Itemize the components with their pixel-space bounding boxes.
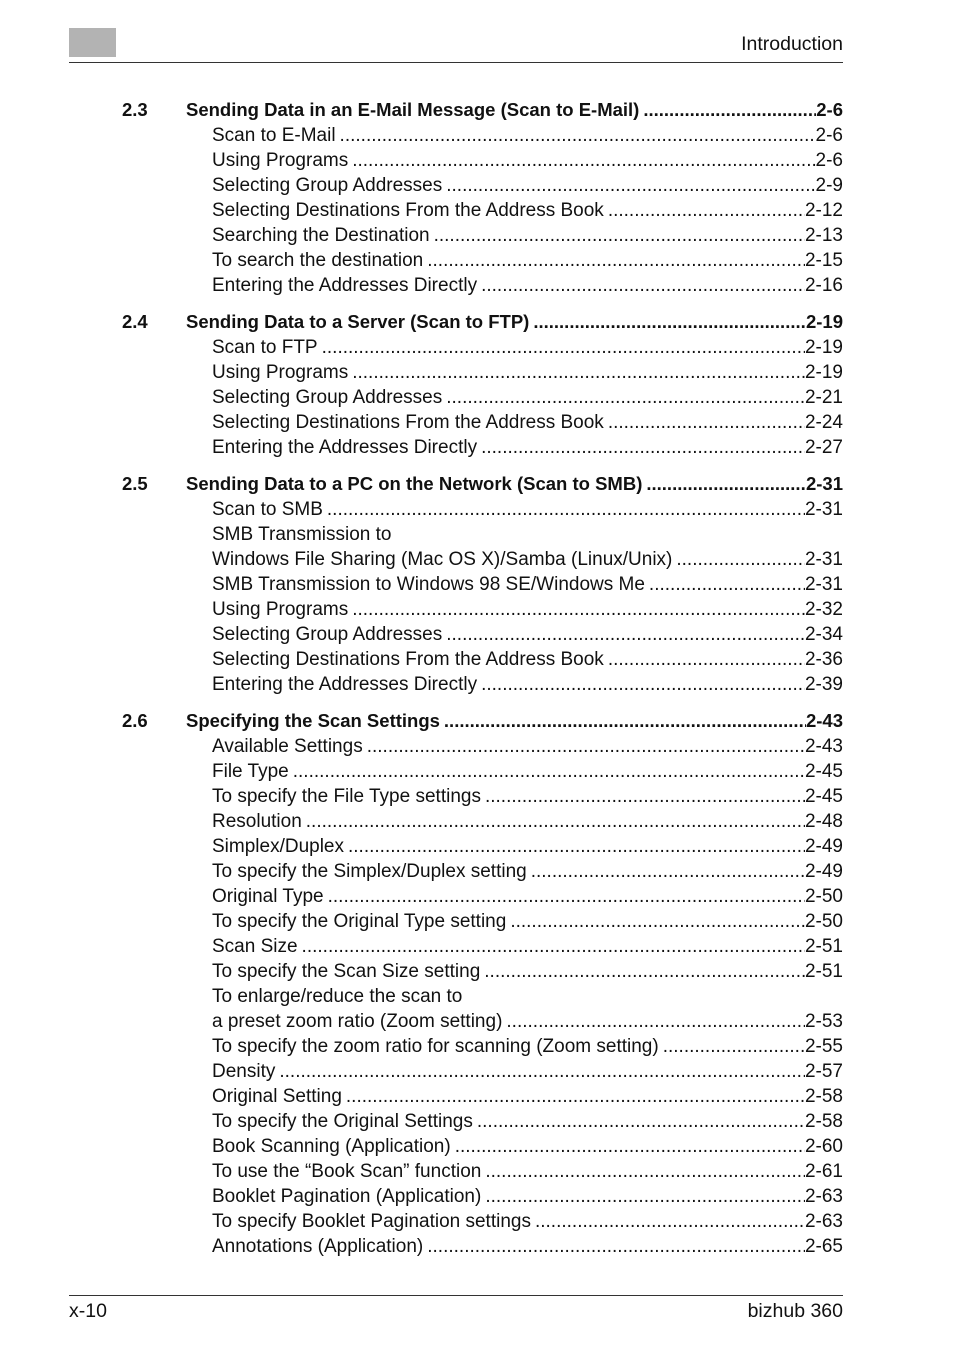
dot-leader	[328, 884, 805, 909]
dot-leader	[427, 1234, 805, 1259]
toc-entry[interactable]	[212, 273, 843, 298]
entry-title: Scan Size	[212, 936, 298, 957]
toc-entry[interactable]	[212, 1109, 843, 1134]
entry-title: To specify the Simplex/Duplex setting	[212, 861, 527, 882]
entry-title: Using Programs	[212, 599, 349, 620]
entry-title: Using Programs	[212, 362, 349, 383]
toc-entry[interactable]	[212, 572, 843, 597]
toc-entry[interactable]	[212, 248, 843, 273]
entry-title: Scan to FTP	[212, 337, 318, 358]
dot-leader	[481, 672, 805, 697]
entry-title: Selecting Group Addresses	[212, 624, 443, 645]
entry-title: Available Settings	[212, 736, 363, 757]
entry-page-ref: 2-55	[804, 1036, 843, 1057]
section-page-ref: 2-19	[805, 311, 843, 332]
entry-title: Selecting Group Addresses	[212, 387, 443, 408]
entry-page-ref: 2-6	[815, 125, 843, 146]
dot-leader	[485, 1159, 805, 1184]
toc-entry[interactable]	[212, 148, 843, 173]
toc-entry[interactable]	[212, 909, 843, 934]
section-page-ref: 2-43	[805, 710, 843, 731]
dot-leader	[434, 223, 805, 248]
section-title-line	[186, 96, 843, 123]
section-title: Specifying the Scan Settings	[186, 710, 440, 731]
dot-leader	[306, 809, 805, 834]
dot-leader	[646, 470, 806, 497]
dot-leader	[367, 734, 805, 759]
section-number: 2.5	[122, 473, 148, 494]
entry-title: Entering the Addresses Directly	[212, 674, 478, 695]
toc-entry[interactable]	[212, 1159, 843, 1184]
toc-entry[interactable]	[212, 597, 843, 622]
dot-leader	[510, 909, 805, 934]
section-title-line	[186, 470, 843, 497]
entry-page-ref: 2-31	[804, 549, 843, 570]
dot-leader	[676, 547, 805, 572]
dot-leader	[643, 96, 816, 123]
entry-page-ref: 2-27	[804, 437, 843, 458]
header-divider	[69, 62, 843, 63]
entry-page-ref: 2-61	[804, 1161, 843, 1182]
entry-page-ref: 2-50	[804, 911, 843, 932]
dot-leader	[302, 934, 805, 959]
page-number: x-10	[69, 1300, 107, 1322]
section-page-ref: 2-6	[816, 99, 843, 120]
entry-title: a preset zoom ratio (Zoom setting)	[212, 1011, 503, 1032]
dot-leader	[279, 1059, 805, 1084]
entry-page-ref: 2-24	[804, 412, 843, 433]
toc-entry[interactable]	[212, 497, 843, 522]
toc-entry[interactable]	[212, 1034, 843, 1059]
dot-leader	[352, 597, 805, 622]
toc-entry[interactable]	[212, 647, 843, 672]
entry-page-ref: 2-13	[804, 225, 843, 246]
dot-leader	[481, 435, 805, 460]
entry-title: Selecting Destinations From the Address Book	[212, 649, 604, 670]
entry-title: Book Scanning (Application)	[212, 1136, 451, 1157]
toc-entry-list	[212, 734, 843, 1259]
entry-title: To search the destination	[212, 250, 424, 271]
entry-page-ref: 2-49	[804, 861, 843, 882]
entry-page-ref: 2-51	[804, 936, 843, 957]
dot-leader	[608, 198, 805, 223]
entry-title: Entering the Addresses Directly	[212, 437, 478, 458]
dot-leader	[649, 572, 805, 597]
dot-leader	[477, 1109, 805, 1134]
dot-leader	[427, 248, 805, 273]
dot-leader	[485, 784, 805, 809]
dot-leader	[446, 173, 815, 198]
toc-entry[interactable]	[212, 410, 843, 435]
entry-page-ref: 2-19	[804, 337, 843, 358]
entry-page-ref: 2-45	[804, 761, 843, 782]
entry-page-ref: 2-57	[804, 1061, 843, 1082]
toc-section	[122, 96, 843, 298]
toc-entry[interactable]	[212, 385, 843, 410]
toc-entry-first-line: To enlarge/reduce the scan to	[212, 986, 463, 1007]
toc-section	[122, 308, 843, 460]
toc-entry[interactable]	[212, 784, 843, 809]
toc-entry[interactable]	[212, 335, 843, 360]
entry-title: Scan to E-Mail	[212, 125, 336, 146]
entry-title: Selecting Destinations From the Address Book	[212, 412, 604, 433]
dot-leader	[535, 1209, 805, 1234]
entry-page-ref: 2-21	[804, 387, 843, 408]
toc-entry[interactable]	[212, 1134, 843, 1159]
entry-title: To specify the Original Type setting	[212, 911, 507, 932]
entry-page-ref: 2-16	[804, 275, 843, 296]
entry-title: To specify the Original Settings	[212, 1111, 473, 1132]
entry-title: To specify the File Type settings	[212, 786, 481, 807]
dot-leader	[533, 308, 806, 335]
dot-leader	[327, 497, 805, 522]
toc-entry[interactable]	[212, 198, 843, 223]
dot-leader	[608, 410, 805, 435]
section-title: Sending Data to a PC on the Network (Scan to SMB)	[186, 473, 643, 494]
entry-page-ref: 2-34	[804, 624, 843, 645]
toc-entry[interactable]	[212, 934, 843, 959]
dot-leader	[481, 273, 805, 298]
entry-page-ref: 2-58	[804, 1111, 843, 1132]
toc-entry[interactable]	[212, 884, 843, 909]
toc-section-heading[interactable]	[122, 96, 843, 123]
dot-leader	[348, 834, 805, 859]
toc-entry[interactable]	[212, 547, 843, 572]
entry-title: Resolution	[212, 811, 302, 832]
entry-page-ref: 2-31	[804, 499, 843, 520]
entry-page-ref: 2-58	[804, 1086, 843, 1107]
running-header-title: Introduction	[741, 33, 843, 55]
entry-page-ref: 2-48	[804, 811, 843, 832]
entry-title: To specify Booklet Pagination settings	[212, 1211, 531, 1232]
dot-leader	[608, 647, 805, 672]
entry-title: Original Setting	[212, 1086, 342, 1107]
entry-title: Entering the Addresses Directly	[212, 275, 478, 296]
entry-page-ref: 2-63	[804, 1211, 843, 1232]
entry-page-ref: 2-50	[804, 886, 843, 907]
toc-entry-first-line: SMB Transmission to	[212, 524, 392, 545]
dot-leader	[506, 1009, 805, 1034]
entry-page-ref: 2-19	[804, 362, 843, 383]
entry-page-ref: 2-36	[804, 649, 843, 670]
toc-entry[interactable]	[212, 1184, 843, 1209]
section-number: 2.3	[122, 99, 148, 120]
toc-section-heading[interactable]	[122, 470, 843, 497]
toc-entry[interactable]	[212, 672, 843, 697]
toc-entry[interactable]	[212, 1009, 843, 1034]
dot-leader	[446, 622, 805, 647]
dot-leader	[340, 123, 816, 148]
toc-entry[interactable]	[212, 435, 843, 460]
toc-section	[122, 470, 843, 697]
entry-title: Searching the Destination	[212, 225, 430, 246]
dot-leader	[322, 335, 805, 360]
dot-leader	[531, 859, 805, 884]
section-title: Sending Data in an E-Mail Message (Scan to E-Mail)	[186, 99, 640, 120]
entry-page-ref: 2-39	[804, 674, 843, 695]
toc-entry[interactable]	[212, 1234, 843, 1259]
section-title: Sending Data to a Server (Scan to FTP)	[186, 311, 530, 332]
entry-title: Using Programs	[212, 150, 349, 171]
toc-entry[interactable]	[212, 360, 843, 385]
toc-entry[interactable]	[212, 223, 843, 248]
entry-page-ref: 2-9	[815, 175, 843, 196]
toc-entry[interactable]	[212, 622, 843, 647]
toc-entry[interactable]	[212, 123, 843, 148]
entry-title: Annotations (Application)	[212, 1236, 424, 1257]
entry-title: To specify the zoom ratio for scanning (Zoom setting)	[212, 1036, 659, 1057]
section-title-line	[186, 707, 843, 734]
toc-entry[interactable]	[212, 859, 843, 884]
entry-title: To use the “Book Scan” function	[212, 1161, 482, 1182]
entry-page-ref: 2-60	[804, 1136, 843, 1157]
footer-divider	[69, 1295, 843, 1296]
entry-title: SMB Transmission to Windows 98 SE/Windows Me	[212, 574, 645, 595]
dot-leader	[446, 385, 805, 410]
section-number: 2.4	[122, 311, 148, 332]
entry-title: File Type	[212, 761, 289, 782]
section-number: 2.6	[122, 710, 148, 731]
entry-page-ref: 2-63	[804, 1186, 843, 1207]
dot-leader	[663, 1034, 805, 1059]
entry-page-ref: 2-49	[804, 836, 843, 857]
toc-entry-list	[212, 497, 843, 697]
entry-title: Density	[212, 1061, 276, 1082]
entry-page-ref: 2-31	[804, 574, 843, 595]
entry-page-ref: 2-6	[815, 150, 843, 171]
toc-section-heading[interactable]	[122, 707, 843, 734]
toc-entry[interactable]	[212, 959, 843, 984]
toc-entry-list	[212, 123, 843, 298]
entry-page-ref: 2-45	[804, 786, 843, 807]
dot-leader	[485, 1184, 805, 1209]
dot-leader	[455, 1134, 805, 1159]
entry-page-ref: 2-15	[804, 250, 843, 271]
entry-title: Simplex/Duplex	[212, 836, 344, 857]
entry-page-ref: 2-53	[804, 1011, 843, 1032]
entry-title: Original Type	[212, 886, 324, 907]
toc-entry[interactable]	[212, 734, 843, 759]
section-page-ref: 2-31	[805, 473, 843, 494]
table-of-contents	[122, 96, 843, 1269]
toc-section-heading[interactable]	[122, 308, 843, 335]
entry-title: To specify the Scan Size setting	[212, 961, 481, 982]
dot-leader	[352, 360, 805, 385]
dot-leader	[352, 148, 815, 173]
entry-page-ref: 2-43	[804, 736, 843, 757]
entry-page-ref: 2-51	[804, 961, 843, 982]
toc-entry[interactable]	[212, 759, 843, 784]
entry-title: Windows File Sharing (Mac OS X)/Samba (Linux/Unix)	[212, 549, 673, 570]
toc-entry[interactable]	[212, 809, 843, 834]
toc-entry-list	[212, 335, 843, 460]
dot-leader	[444, 707, 806, 734]
entry-title: Selecting Destinations From the Address Book	[212, 200, 604, 221]
entry-page-ref: 2-12	[804, 200, 843, 221]
toc-entry[interactable]	[212, 1059, 843, 1084]
toc-entry[interactable]	[212, 1209, 843, 1234]
entry-page-ref: 2-65	[804, 1236, 843, 1257]
dot-leader	[293, 759, 805, 784]
toc-entry[interactable]	[212, 1084, 843, 1109]
section-title-line	[186, 308, 843, 335]
entry-title: Booklet Pagination (Application)	[212, 1186, 482, 1207]
header-tab-marker	[69, 28, 116, 57]
toc-section	[122, 707, 843, 1259]
entry-title: Selecting Group Addresses	[212, 175, 443, 196]
dot-leader	[346, 1084, 805, 1109]
product-name: bizhub 360	[747, 1300, 843, 1322]
entry-title: Scan to SMB	[212, 499, 323, 520]
toc-entry[interactable]	[212, 834, 843, 859]
entry-page-ref: 2-32	[804, 599, 843, 620]
dot-leader	[484, 959, 805, 984]
toc-entry[interactable]	[212, 173, 843, 198]
